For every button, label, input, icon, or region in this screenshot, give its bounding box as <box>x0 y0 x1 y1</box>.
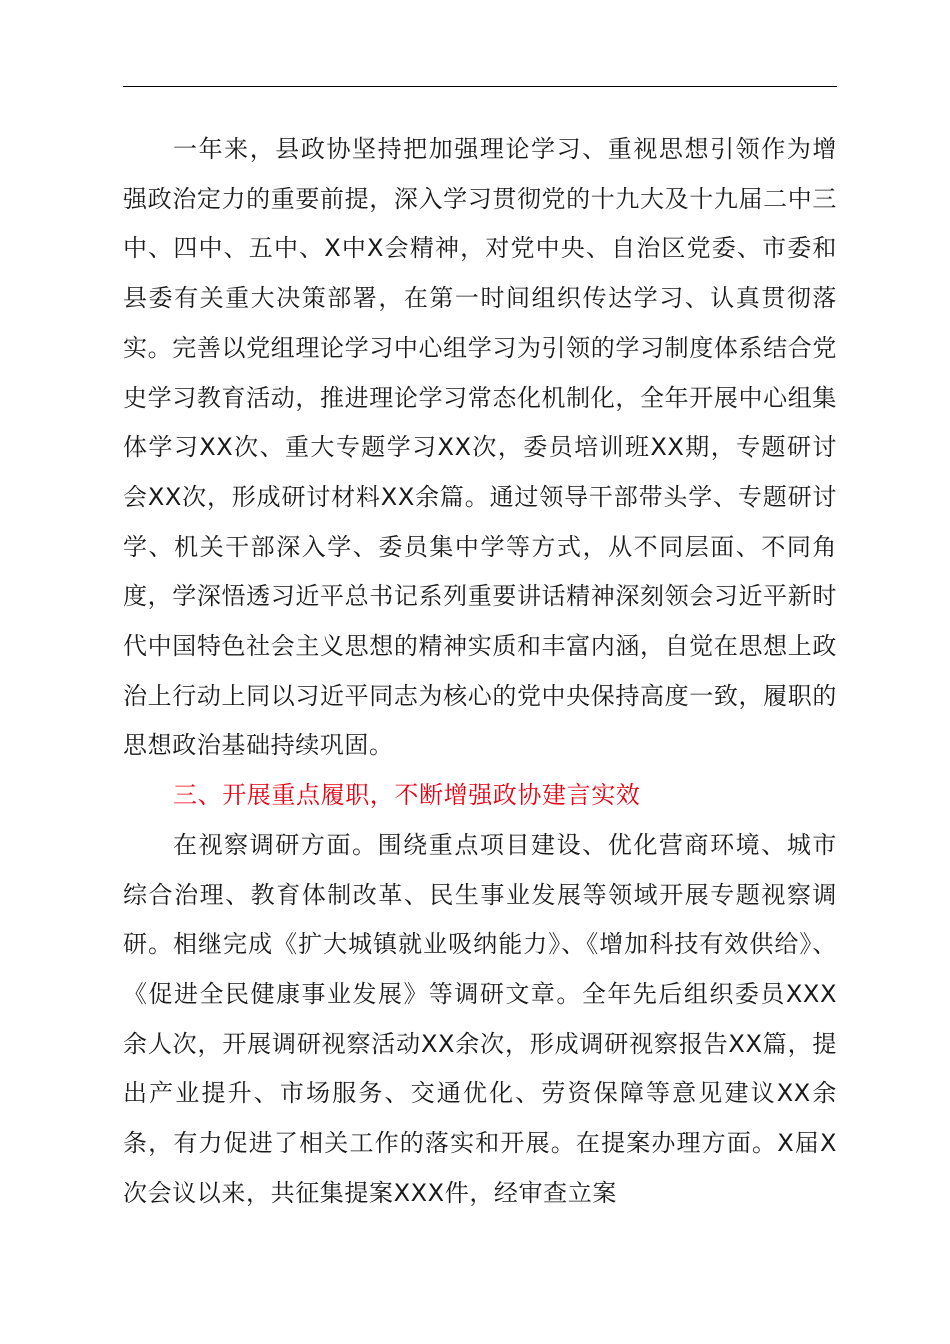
section-heading: 三、开展重点履职，不断增强政协建言实效 <box>173 781 641 810</box>
header-rule <box>123 86 837 87</box>
paragraph-theory-study: 一年来，县政协坚持把加强理论学习、重视思想引领作为增强政治定力的重要前提，深入学习贯彻党的十九大及十九届二中三中、四中、五中、X中X会精神，对党中央、自治区党委、市委和县委有关重大决策部署，在第一时间组织传达学习、认真贯彻落实。完善以党组理论学习中心组学习为引领的学习制度体系结合党史学习教育活动，推进理论学习常态化机制化，全年开展中心组集体学习XX次、重大专题学习XX次，委员培训班XX期，专题研讨会XX次，形成研讨材料XX余篇。通过领导干部带头学、专题研讨学、机关干部深入学、委员集中学等方式，从不同层面、不同角度，学深悟透习近平总书记系列重要讲话精神深刻领会习近平新时代中国特色社会主义思想的精神实质和丰富内涵，自觉在思想上政治上行动上同以习近平同志为核心的党中央保持高度一致，履职的思想政治基础持续巩固。 <box>123 135 837 760</box>
document-body <box>123 125 837 1218</box>
paragraph-inspection-research: 在视察调研方面。围绕重点项目建设、优化营商环境、城市综合治理、教育体制改革、民生事业发展等领域开展专题视察调研。相继完成《扩大城镇就业吸纳能力》、《增加科技有效供给》、《促进全民健康事业发展》等调研文章。全年先后组织委员XXX余人次，开展调研视察活动XX余次，形成调研视察报告XX篇，提出产业提升、市场服务、交通优化、劳资保障等意见建议XX余条，有力促进了相关工作的落实和开展。在提案办理方面。X届X次会议以来，共征集提案XXX件，经审查立案 <box>123 830 837 1207</box>
